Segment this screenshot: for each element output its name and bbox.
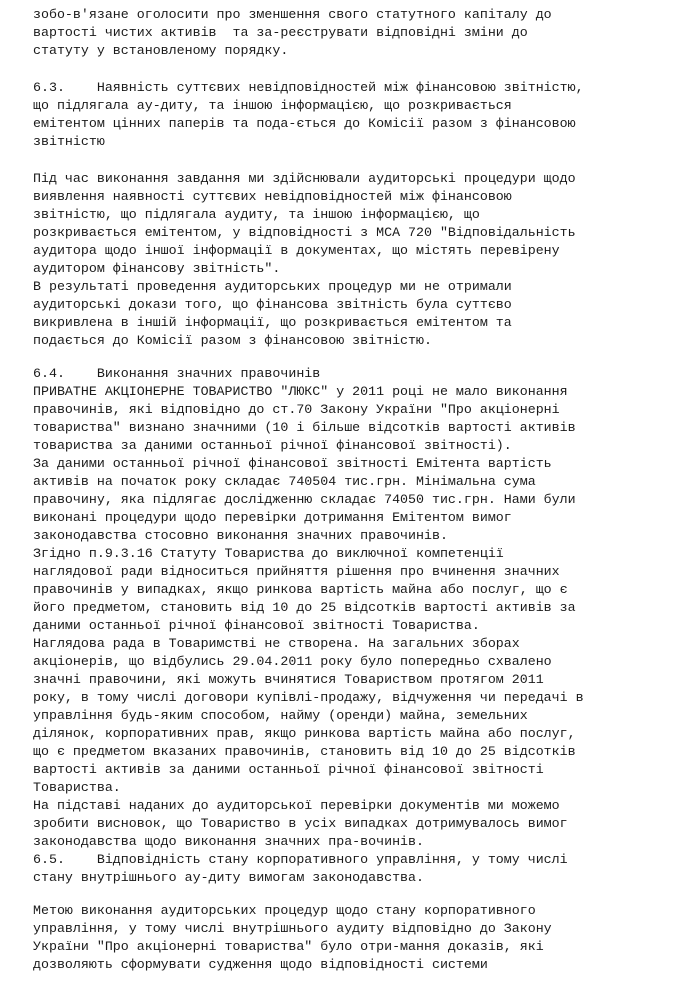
- text-line-53: Метою виконання аудиторських процедур щодо стану корпоративного: [33, 903, 536, 918]
- text-line-20: подається до Комісії разом з фінансовою звітністю.: [33, 333, 432, 348]
- text-line-35: його предметом, становить від 10 до 25 відсотків вартості активів за: [33, 600, 576, 615]
- text-line-14: розкривається емітентом, у відповідності з МСА 720 "Відповідальність: [33, 225, 576, 240]
- text-line-43: що є предметом вказаних правочинів, становить від 10 до 25 відсотків: [33, 744, 576, 759]
- document-page: [33, 0, 673, 991]
- text-line-39: значні правочини, які можуть вчинятися Товариством протягом 2011: [33, 672, 544, 687]
- section-6-5-heading-line-1: 6.5. Відповідність стану корпоративного управління, у тому числі: [33, 852, 568, 867]
- text-line-34: правочинів у випадках, якщо ринкова вартість майна або послуг, що є: [33, 582, 568, 597]
- section-6-3-heading-line-3: емітентом цінних паперів та пода-ється до Комісії разом з фінансовою: [33, 116, 576, 131]
- text-line-55: України "Про акціонерні товариства" було отри-мання доказів, які: [33, 939, 544, 954]
- text-line-17: В результаті проведення аудиторських процедур ми не отримали: [33, 279, 512, 294]
- text-line-18: аудиторські докази того, що фінансова звітність була суттєво: [33, 297, 512, 312]
- text-line-16: аудитором фінансову звітність".: [33, 261, 281, 276]
- text-line-24: правочинів, які відповідно до ст.70 Закону України "Про акціонерні: [33, 402, 560, 417]
- text-line-13: звітністю, що підлягала аудиту, та іншою інформацією, що: [33, 207, 480, 222]
- text-line-15: аудитора щодо іншої інформації в документах, що містять перевірену: [33, 243, 560, 258]
- text-line-48: законодавства щодо виконання значних пра-вочинів.: [33, 834, 424, 849]
- text-line-27: За даними останньої річної фінансової звітності Емітента вартість: [33, 456, 552, 471]
- text-line-12: виявлення наявності суттєвих невідповідностей між фінансовою: [33, 189, 512, 204]
- text-line-1: зобо-в'язане оголосити про зменшення свого статутного капіталу до: [33, 7, 552, 22]
- text-line-56: дозволяють сформувати судження щодо відповідності системи: [33, 957, 488, 972]
- text-line-37: Наглядова рада в Товаримстві не створена. На загальних зборах: [33, 636, 520, 651]
- text-line-44: вартості активів за даними останньої річної фінансової звітності: [33, 762, 544, 777]
- text-line-54: управління, у тому числі внутрішнього аудиту відповідно до Закону: [33, 921, 552, 936]
- section-6-3-heading-line-2: що підлягала ау-диту, та іншою інформацією, що розкривається: [33, 98, 512, 113]
- text-line-47: зробити висновок, що Товариство в усіх випадках дотримувалось вимог: [33, 816, 568, 831]
- section-6-3-heading-line-1: 6.3. Наявність суттєвих невідповідностей між фінансовою звітністю,: [33, 80, 584, 95]
- text-line-42: ділянок, корпоративних прав, якщо ринкова вартість майна або послуг,: [33, 726, 576, 741]
- text-line-30: виконані процедури щодо перевірки дотримання Емітентом вимог: [33, 510, 512, 525]
- text-line-36: даними останньої річної фінансової звітності Товариства.: [33, 618, 480, 633]
- text-line-46: На підставі наданих до аудиторської перевірки документів ми можемо: [33, 798, 560, 813]
- text-line-23: ПРИВАТНЕ АКЦІОНЕРНЕ ТОВАРИСТВО "ЛЮКС" у 2011 році не мало виконання: [33, 384, 568, 399]
- text-line-38: акціонерів, що відбулись 29.04.2011 року було попередньо схвалено: [33, 654, 552, 669]
- text-line-45: Товариства.: [33, 780, 121, 795]
- text-line-31: законодавства стосовно виконання значних правочинів.: [33, 528, 448, 543]
- section-6-4-heading: 6.4. Виконання значних правочинів: [33, 366, 321, 381]
- section-6-3-heading-line-4: звітністю: [33, 134, 105, 149]
- text-line-40: року, в тому числі договори купівлі-продажу, відчуження чи передачі в: [33, 690, 584, 705]
- text-line-28: активів на початок року складає 740504 тис.грн. Мінімальна сума: [33, 474, 536, 489]
- text-line-25: товариства" визнано значними (10 і більше відсотків вартості активів: [33, 420, 576, 435]
- text-line-41: управління будь-яким способом, найму (оренди) майна, земельних: [33, 708, 528, 723]
- text-line-3: статуту у встановленому порядку.: [33, 43, 289, 58]
- text-line-29: правочину, яка підлягає дослідженню складає 74050 тис.грн. Нами були: [33, 492, 576, 507]
- section-6-5-heading-line-2: стану внутрішнього ау-диту вимогам законодавства.: [33, 870, 424, 885]
- text-line-33: наглядової ради відноситься прийняття рішення про вчинення значних: [33, 564, 560, 579]
- text-line-2: вартості чистих активів та за-реєструвати відповідні зміни до: [33, 25, 528, 40]
- text-line-11: Під час виконання завдання ми здійснювали аудиторські процедури щодо: [33, 171, 576, 186]
- text-line-32: Згідно п.9.3.16 Статуту Товариства до виключної компетенції: [33, 546, 504, 561]
- text-line-19: викривлена в іншій інформації, що розкривається емітентом та: [33, 315, 512, 330]
- text-line-26: товариства за даними останньої річної фінансової звітності).: [33, 438, 512, 453]
